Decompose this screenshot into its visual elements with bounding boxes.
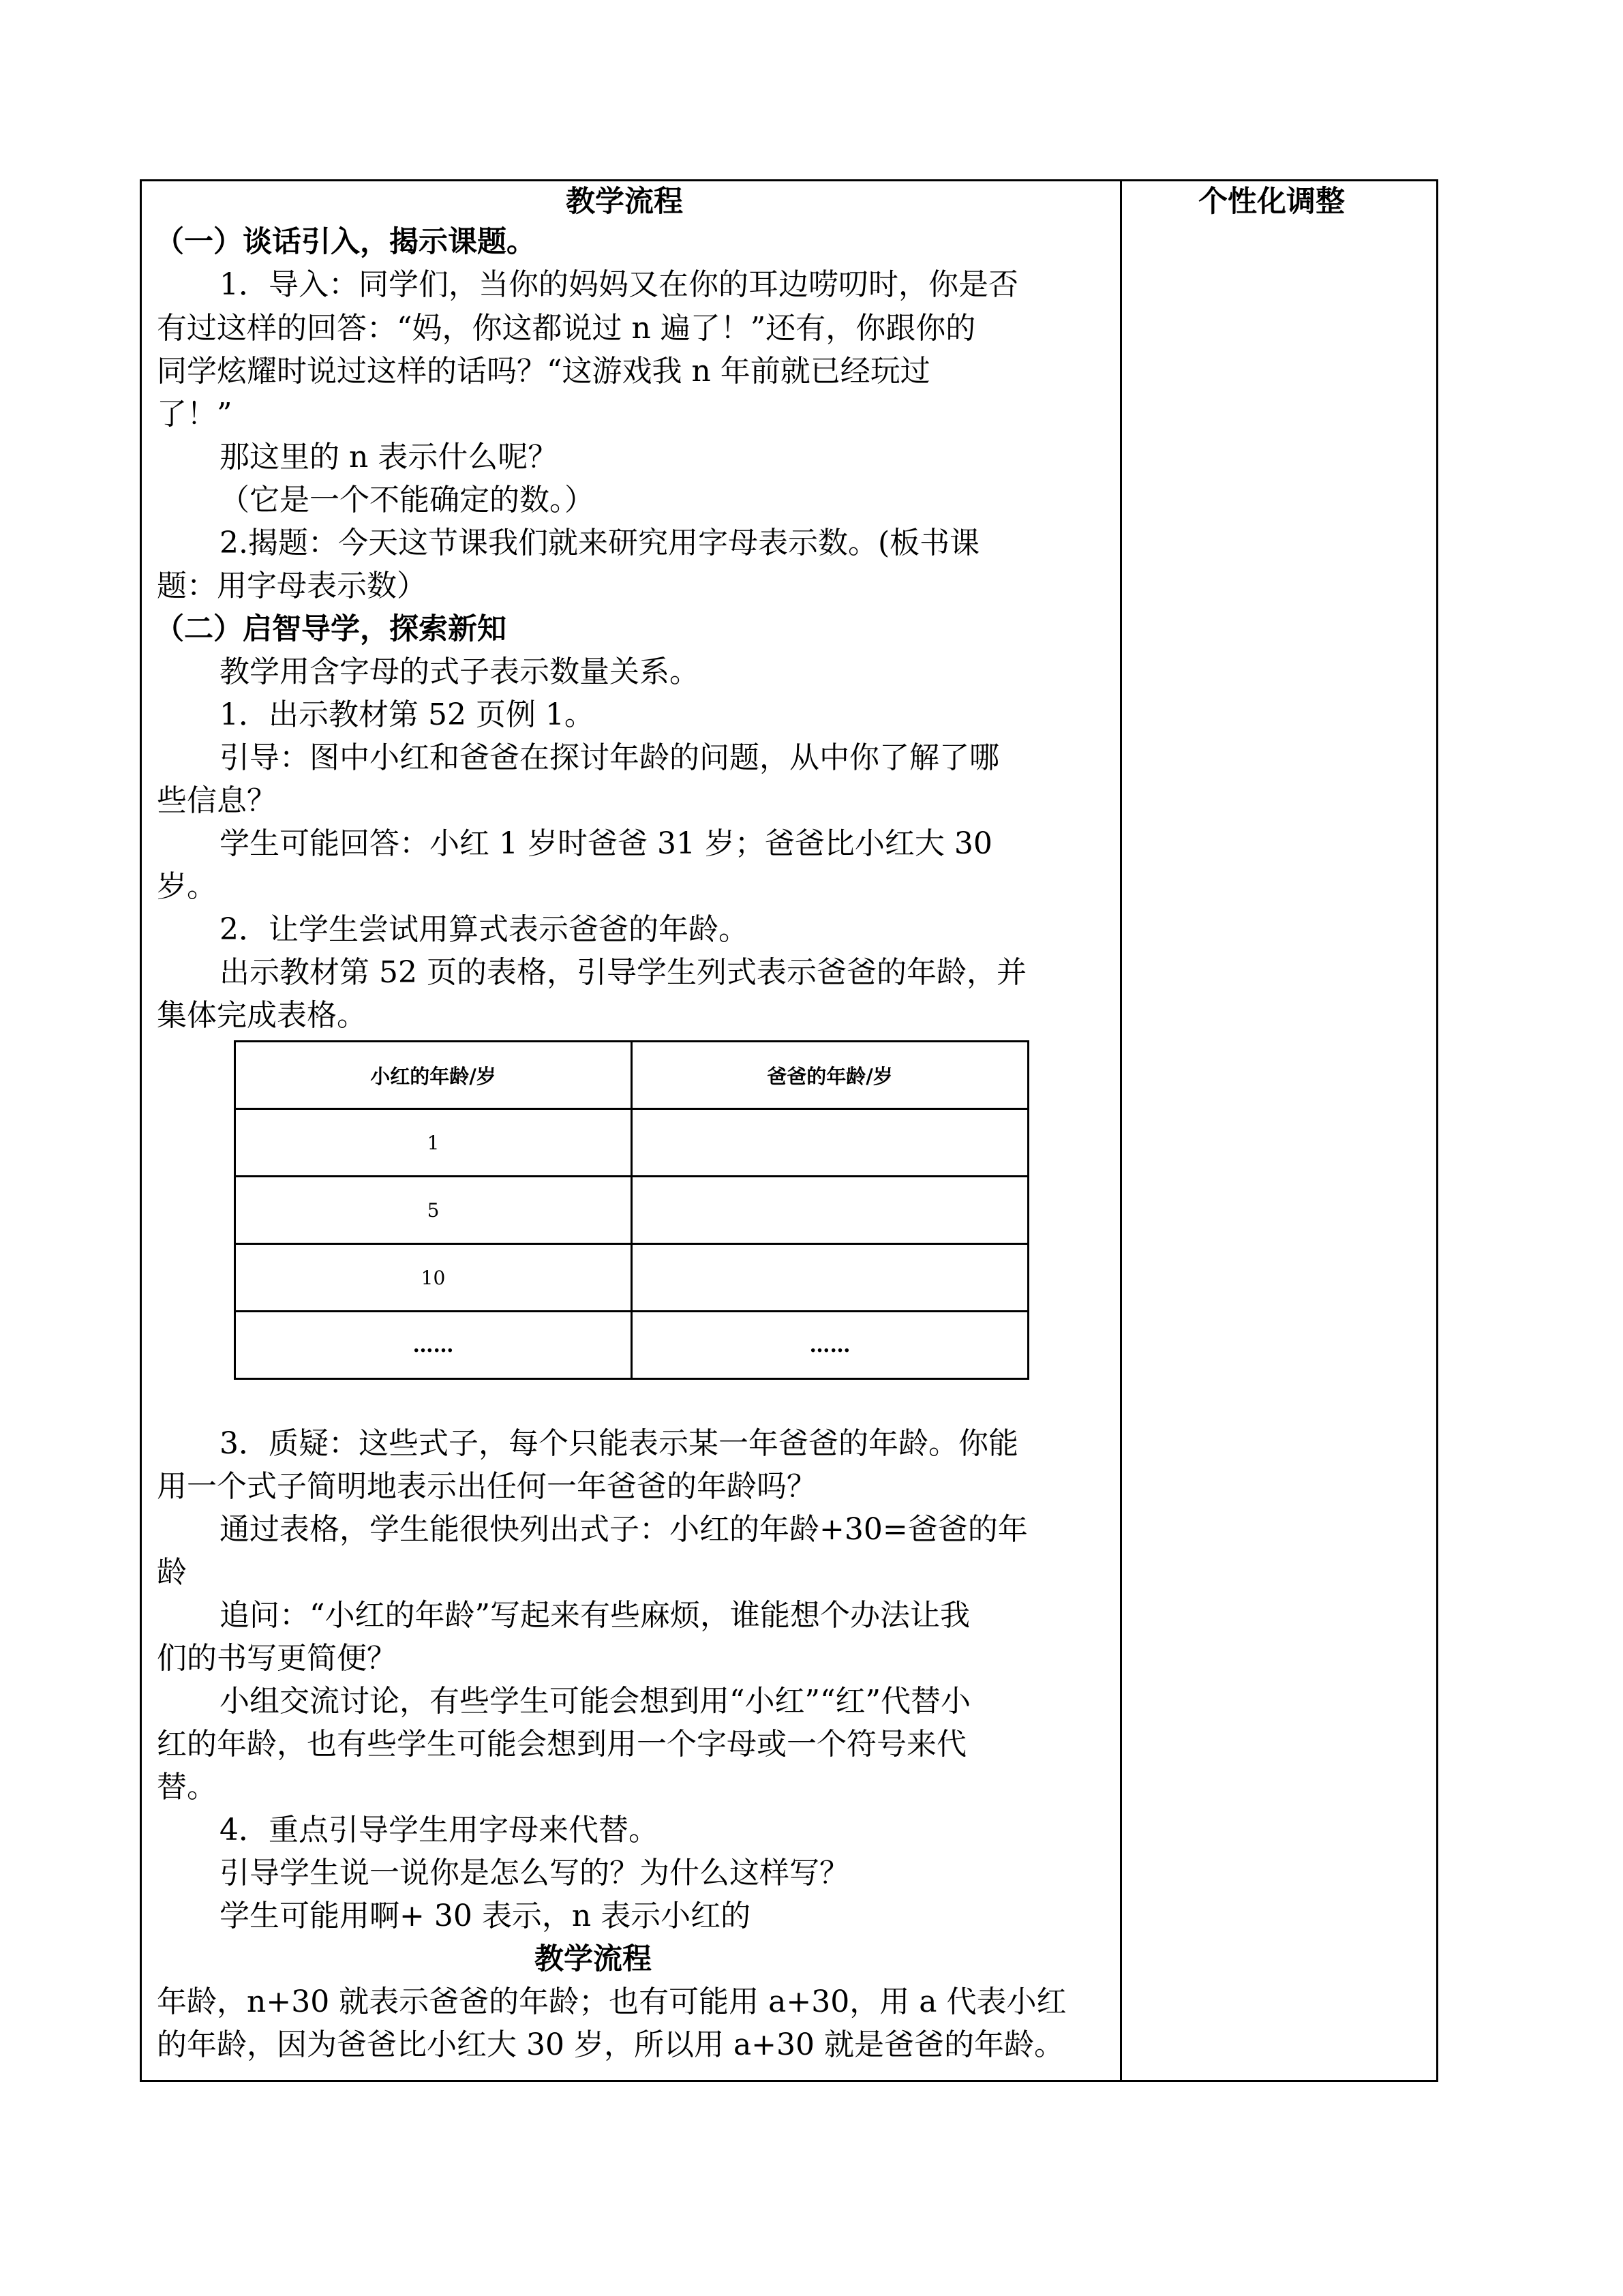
paragraph-line: 用一个式子简明地表示出任何一年爸爸的年龄吗？	[157, 1469, 817, 1504]
section-2-heading: （二）启智导学，探索新知	[155, 612, 506, 646]
paragraph-line: 题：用字母表示数）	[157, 569, 427, 603]
table-cell	[632, 1109, 1029, 1177]
table-header-row	[235, 1042, 1029, 1109]
paragraph-line: 那这里的 n 表示什么呢？	[219, 440, 558, 474]
paragraph-line: 岁。	[157, 869, 217, 904]
paragraph-line: 了！”	[157, 397, 232, 432]
paragraph-line: 些信息？	[157, 783, 277, 818]
teaching-process-repeat-header: 教学流程	[534, 1942, 652, 1976]
table-row	[235, 1109, 1029, 1177]
paragraph-line: 引导：图中小红和爸爸在探讨年龄的问题，从中你了解了哪	[219, 740, 999, 775]
paragraph-line: 引导学生说一说你是怎么写的？为什么这样写？	[219, 1856, 849, 1890]
paragraph-line: 的年龄，因为爸爸比小红大 30 岁，所以用 a+30 就是爸爸的年龄。	[157, 2027, 1065, 2062]
column-header: 爸爸的年龄/岁	[632, 1042, 1029, 1109]
section-1-heading: （一）谈话引入，揭示课题。	[155, 225, 536, 259]
personalized-adjustment-header: 个性化调整	[1198, 185, 1345, 219]
table-cell	[632, 1244, 1029, 1312]
paragraph-line: 出示教材第 52 页的表格，引导学生列式表示爸爸的年龄，并	[219, 955, 1027, 990]
paragraph-line: 2．让学生尝试用算式表示爸爸的年龄。	[219, 912, 748, 947]
paragraph-line: 集体完成表格。	[157, 998, 367, 1033]
table-cell: 5	[235, 1177, 632, 1244]
paragraph-line: 2.揭题：今天这节课我们就来研究用字母表示数。(板书课	[219, 526, 980, 560]
paragraph-line: 龄	[157, 1555, 187, 1590]
paragraph-line: 红的年龄，也有些学生可能会想到用一个字母或一个符号来代	[157, 1727, 967, 1762]
table-row	[235, 1244, 1029, 1312]
column-header: 小红的年龄/岁	[235, 1042, 632, 1109]
paragraph-line: 有过这样的回答：“妈，你这都说过 n 遍了！”还有，你跟你的	[157, 311, 976, 346]
paragraph-line: 1．导入：同学们，当你的妈妈又在你的耳边唠叨时，你是否	[219, 267, 1018, 302]
paragraph-line: 追问：“小红的年龄”写起来有些麻烦，谁能想个办法让我	[219, 1598, 970, 1633]
paragraph-line: 小组交流讨论，有些学生可能会想到用“小红”“红”代替小	[219, 1684, 971, 1719]
paragraph-line: 4．重点引导学生用字母来代替。	[219, 1813, 658, 1847]
paragraph-line: 通过表格，学生能很快列出式子：小红的年龄+30=爸爸的年	[219, 1512, 1028, 1547]
paragraph-line: 们的书写更简便？	[157, 1641, 397, 1676]
column-divider	[1120, 179, 1122, 2082]
table-cell: ……	[632, 1312, 1029, 1379]
paragraph-line: （它是一个不能确定的数。）	[219, 483, 594, 517]
paragraph-line: 3．质疑：这些式子，每个只能表示某一年爸爸的年龄。你能	[219, 1426, 1018, 1461]
paragraph-line: 同学炫耀时说过这样的话吗？“这游戏我 n 年前就已经玩过	[157, 354, 930, 389]
paragraph-line: 教学用含字母的式子表示数量关系。	[219, 654, 699, 689]
paragraph-line: 学生可能用啊+ 30 表示，n 表示小红的	[219, 1899, 751, 1933]
table-row	[235, 1177, 1029, 1244]
teaching-process-header: 教学流程	[566, 185, 683, 219]
paragraph-line: 年龄，n+30 就表示爸爸的年龄；也有可能用 a+30，用 a 代表小红	[157, 1984, 1067, 2019]
table-cell: 10	[235, 1244, 632, 1312]
age-table	[234, 1040, 1029, 1380]
table-cell: 1	[235, 1109, 632, 1177]
paragraph-line: 替。	[157, 1770, 217, 1804]
table-cell: ……	[235, 1312, 632, 1379]
paragraph-line: 学生可能回答：小红 1 岁时爸爸 31 岁；爸爸比小红大 30	[219, 826, 992, 861]
paragraph-line: 1．出示教材第 52 页例 1。	[219, 697, 594, 732]
table-cell	[632, 1177, 1029, 1244]
table-row	[235, 1312, 1029, 1379]
